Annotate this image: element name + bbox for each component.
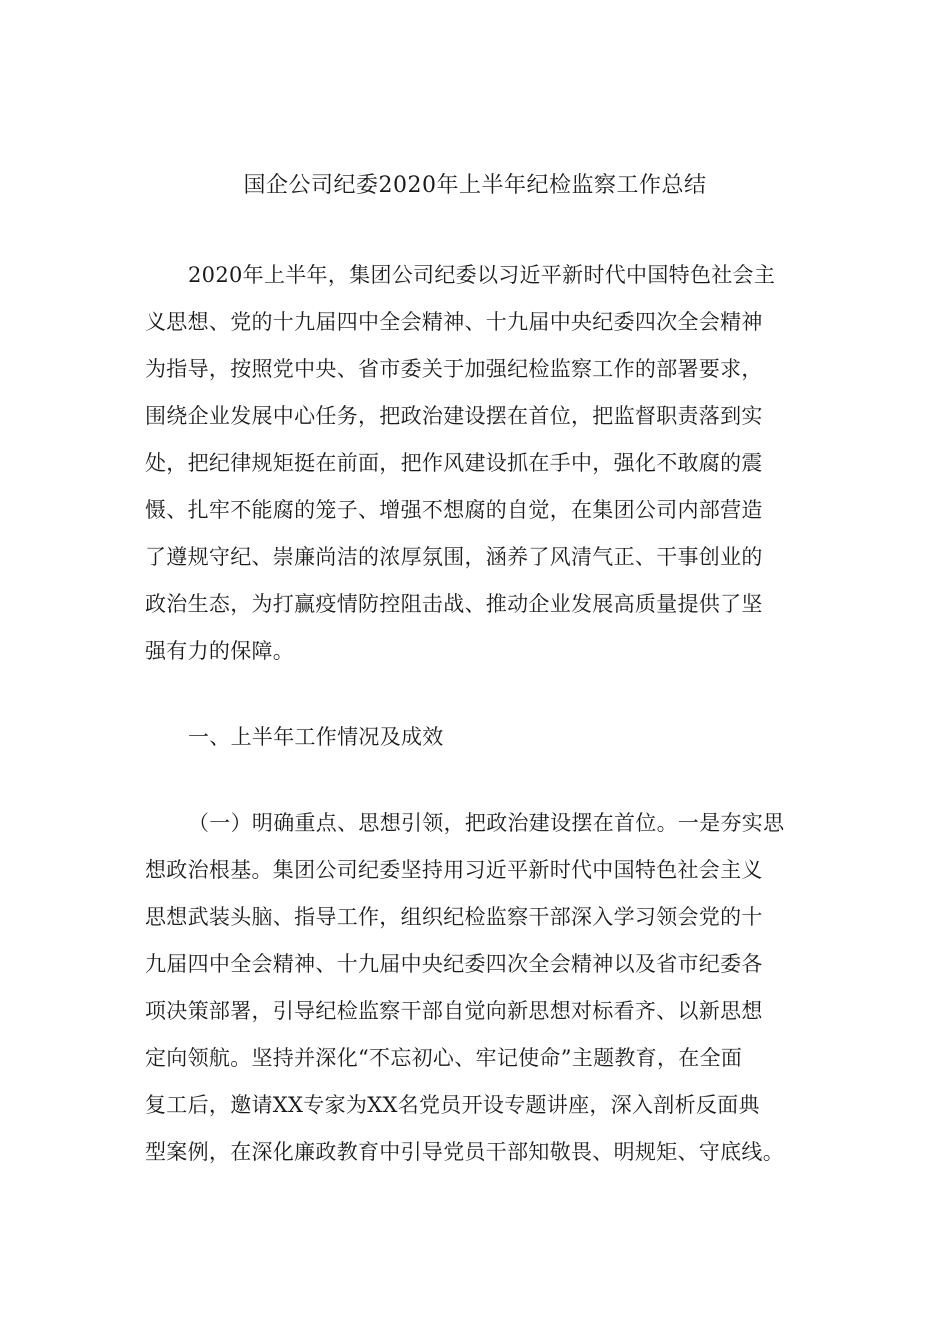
paragraph1-line-9: 强有力的保障。 [145,639,295,663]
paragraph1-line-4: 围绕企业发展中心任务，把政治建设摆在首位，把监督职责落到实 [145,404,763,428]
paragraph1-line-2: 义思想、党的十九届四中全会精神、十九届中央纪委四次全会精神 [145,310,763,334]
paragraph2-line-6: 定向领航。坚持并深化“不忘初心、牢记使命”主题教育，在全面 [145,1046,743,1070]
paragraph2-line-5: 项决策部署，引导纪检监察干部自觉向新思想对标看齐、以新思想 [145,999,763,1023]
paragraph1-line-7: 了遵规守纪、崇廉尚洁的浓厚氛围，涵养了风清气正、干事创业的 [145,545,763,569]
document-title: 国企公司纪委2020年上半年纪检监察工作总结 [243,173,707,198]
paragraph1-line-6: 慑、扎牢不能腐的笼子、增强不想腐的自觉，在集团公司内部营造 [145,498,763,522]
paragraph2-line-2: 想政治根基。集团公司纪委坚持用习近平新时代中国特色社会主义 [145,858,763,882]
paragraph1-line-5: 处，把纪律规矩挺在前面，把作风建设抓在手中，强化不敢腐的震 [145,451,763,475]
paragraph2-line-1: （一）明确重点、思想引领，把政治建设摆在首位。一是夯实思 [188,811,785,835]
section-heading: 一、上半年工作情况及成效 [188,725,444,749]
paragraph1-line-8: 政治生态，为打赢疫情防控阻击战、推动企业发展高质量提供了坚 [145,592,763,616]
paragraph1-line-3: 为指导，按照党中央、省市委关于加强纪检监察工作的部署要求， [145,357,763,381]
paragraph2-line-8: 型案例，在深化廉政教育中引导党员干部知敬畏、明规矩、守底线。 [145,1140,784,1164]
paragraph2-line-4: 九届四中全会精神、十九届中央纪委四次全会精神以及省市纪委各 [145,952,763,976]
paragraph2-line-3: 思想武装头脑、指导工作，组织纪检监察干部深入学习领会党的十 [145,905,763,929]
paragraph2-line-7: 复工后，邀请XX专家为XX名党员开设专题讲座，深入剖析反面典 [145,1093,760,1117]
paragraph1-line-1: 2020年上半年，集团公司纪委以习近平新时代中国特色社会主 [188,263,776,287]
